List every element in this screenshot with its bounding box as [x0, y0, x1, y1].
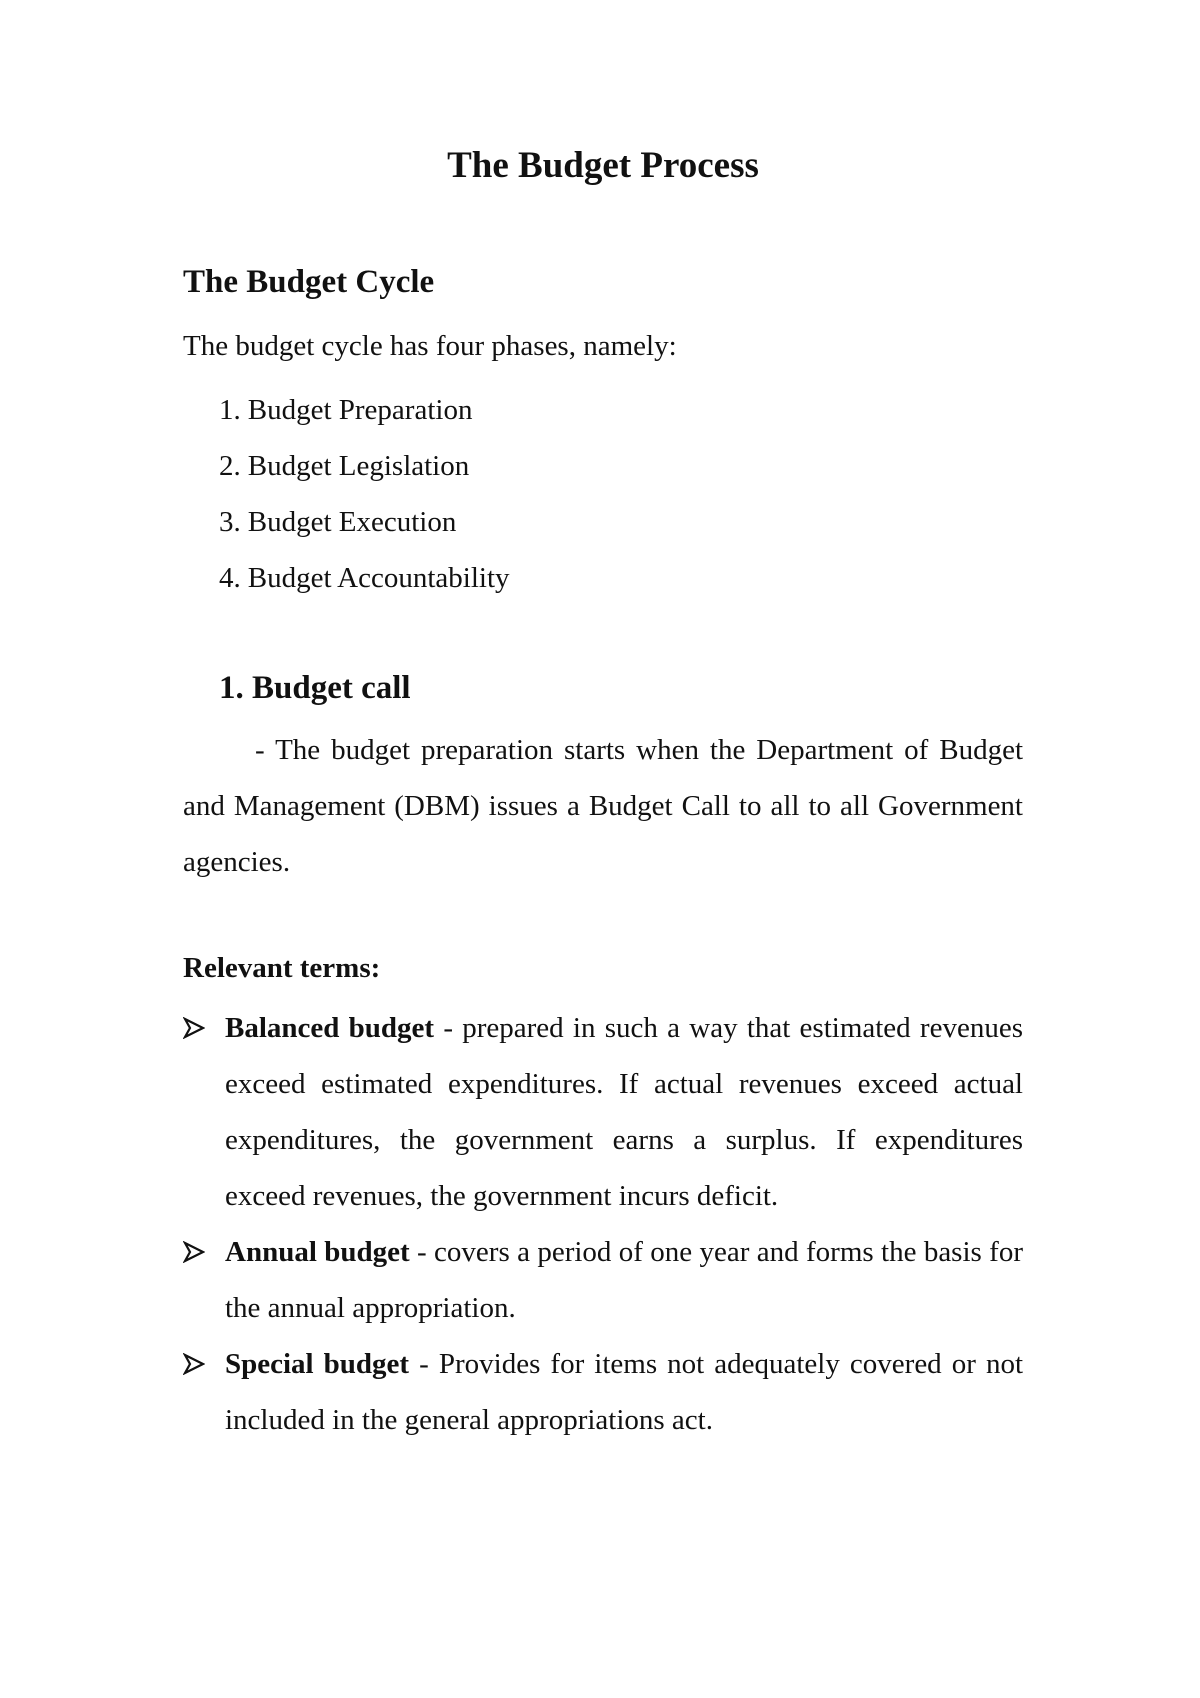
term-definition: - Provides for items not adequately covered or not included in the general appropriations act. [225, 1348, 1024, 1436]
term-name: Special budget [225, 1348, 410, 1380]
budget-call-paragraph: - The budget preparation starts when the Department of Budget and Management (DBM) issues a Budget Call to all to all Government agencies. [183, 734, 1023, 878]
term-item-special-budget [183, 1336, 1023, 1448]
term-name: Annual budget [225, 1236, 410, 1268]
phase-number: 1. [219, 394, 241, 426]
term-item-balanced-budget [183, 1000, 1023, 1224]
relevant-terms-heading: Relevant terms: [183, 952, 381, 984]
phase-number: 4. [219, 562, 241, 594]
term-item-annual-budget [183, 1224, 1023, 1336]
budget-phases-list [219, 382, 510, 606]
budget-cycle-intro: The budget cycle has four phases, namely: [183, 330, 677, 362]
arrowhead-bullet-icon [183, 1336, 213, 1392]
term-definition: - covers a period of one year and forms the basis for the annual appropriation. [225, 1236, 1023, 1324]
phase-label: Budget Preparation [247, 394, 473, 426]
relevant-terms-list [183, 1000, 1023, 1448]
term-name: Balanced budget [225, 1012, 435, 1044]
phase-label: Budget Execution [247, 506, 457, 538]
phase-item [219, 494, 510, 550]
document-title: The Budget Process [447, 145, 759, 186]
phase-number: 2. [219, 450, 241, 482]
section-heading-budget-cycle: The Budget Cycle [183, 264, 435, 300]
phase-item [219, 550, 510, 606]
term-definition: - prepared in such a way that estimated revenues exceed estimated expenditures. If actual revenues exceed actual expenditures, the government earns a surplus. If expenditures exceed revenues, the government incurs deficit. [225, 1012, 1023, 1212]
phase-item [219, 382, 510, 438]
phase-number: 3. [219, 506, 241, 538]
subsection-heading-budget-call: 1. Budget call [219, 670, 411, 706]
phase-item [219, 438, 510, 494]
phase-label: Budget Legislation [247, 450, 470, 482]
phase-label: Budget Accountability [247, 562, 510, 594]
arrowhead-bullet-icon [183, 1000, 213, 1056]
arrowhead-bullet-icon [183, 1224, 213, 1280]
